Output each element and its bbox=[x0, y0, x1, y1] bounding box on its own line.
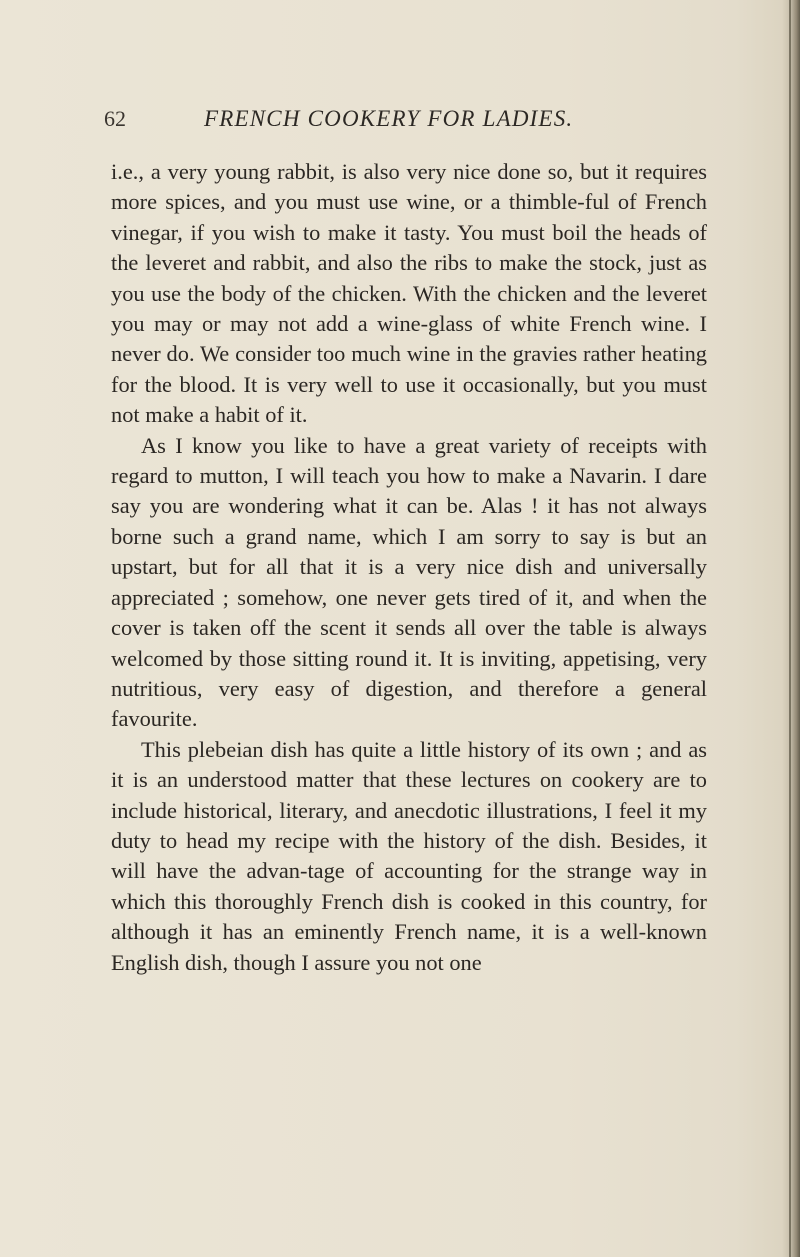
paragraph-2: As I know you like to have a great variety of receipts with regard to mutton, I will teach you how to make a Navarin. I dare say you are wondering what it can be. Alas ! it has not always borne such a grand name, which I am sorry to say is but an upstart, but for all that it is a very nice dish and universally appreciated ; somehow, one never gets tired of it, and when the cover is taken off the scent it sends all over the table is always welcomed by those sitting round it. It is inviting, appetising, very nutritious, very easy of digestion, and therefore a general favourite. bbox=[111, 432, 707, 732]
paragraph-3: This plebeian dish has quite a little history of its own ; and as it is an understood matter that these lectures on cookery are to include historical, literary, and anecdotic illustrations, I feel it my duty to head my recipe with the history of the dish. Besides, it will have the advan-tage of accounting for the strange way in which this thoroughly French dish is cooked in this country, for although it has an eminently French name, it is a well-known English dish, though I assure you not one bbox=[111, 736, 707, 975]
page-edge-line bbox=[789, 0, 791, 1257]
paragraph-1: i.e., a very young rabbit, is also very nice done so, but it requires more spices, and you must use wine, or a thimble-ful of French vinegar, if you wish to make it tasty. You must boil the heads of the leveret and rabbit, and also the ribs to make the stock, just as you use the body of the chicken. With the chicken and the leveret you may or may not add a wine-glass of white French wine. I never do. We consider too much wine in the gravies rather heating for the blood. It is very well to use it occasionally, but you must not make a habit of it. bbox=[111, 159, 707, 428]
page-header bbox=[104, 106, 704, 140]
page-number: 62 bbox=[104, 106, 126, 131]
body-text bbox=[111, 157, 707, 978]
running-title: FRENCH COOKERY FOR LADIES. bbox=[204, 106, 574, 131]
page-edge-shadow bbox=[782, 0, 800, 1257]
